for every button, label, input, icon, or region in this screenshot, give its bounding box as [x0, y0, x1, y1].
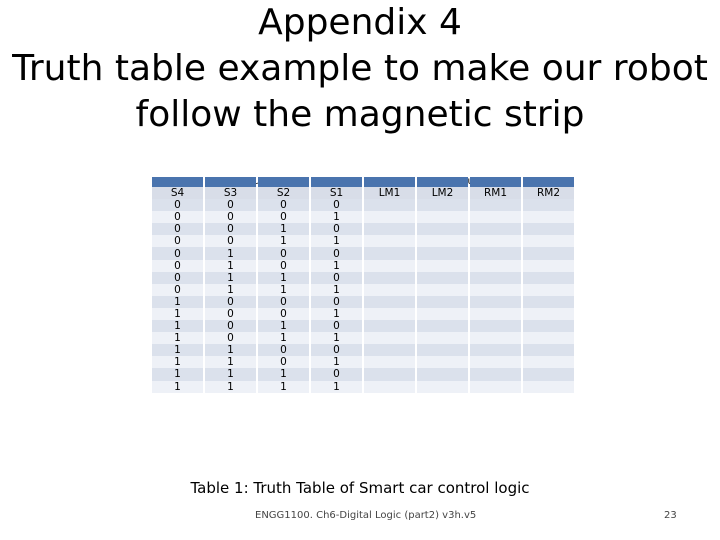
cell-rm2 — [523, 247, 574, 259]
cell-s4: 1 — [152, 308, 203, 320]
cell-lm2 — [417, 356, 468, 368]
footer-text: ENGG1100. Ch6-Digital Logic (part2) v3h.v5 — [255, 510, 477, 521]
cell-rm1 — [470, 344, 521, 356]
column-header-s1: S1 — [311, 187, 362, 199]
cell-lm2 — [417, 223, 468, 235]
table-row — [152, 199, 574, 211]
group-header-cell — [417, 177, 468, 187]
cell-s4: 1 — [152, 296, 203, 308]
cell-s2: 1 — [258, 320, 309, 332]
column-header-row — [152, 187, 574, 199]
cell-lm2 — [417, 368, 468, 380]
cell-lm1 — [364, 260, 415, 272]
cell-lm2 — [417, 211, 468, 223]
cell-s4: 1 — [152, 344, 203, 356]
cell-rm2 — [523, 308, 574, 320]
cell-lm1 — [364, 368, 415, 380]
cell-lm2 — [417, 332, 468, 344]
cell-lm1 — [364, 284, 415, 296]
cell-lm2 — [417, 235, 468, 247]
cell-rm2 — [523, 272, 574, 284]
group-header-cell — [152, 177, 203, 187]
cell-rm2 — [523, 381, 574, 393]
cell-lm1 — [364, 211, 415, 223]
group-header-row — [152, 177, 574, 187]
cell-lm2 — [417, 344, 468, 356]
cell-s3: 1 — [205, 272, 256, 284]
cell-rm1 — [470, 272, 521, 284]
cell-rm1 — [470, 223, 521, 235]
cell-rm2 — [523, 199, 574, 211]
table-row — [152, 223, 574, 235]
slide-title — [0, 0, 720, 138]
table-caption: Table 1: Truth Table of Smart car control logic — [190, 479, 530, 497]
cell-rm1 — [470, 356, 521, 368]
cell-s3: 0 — [205, 199, 256, 211]
cell-s1: 1 — [311, 308, 362, 320]
cell-rm2 — [523, 284, 574, 296]
cell-rm2 — [523, 320, 574, 332]
cell-s3: 0 — [205, 235, 256, 247]
title-line-3: follow the magnetic strip — [135, 94, 585, 135]
cell-s2: 1 — [258, 284, 309, 296]
column-header-lm1: LM1 — [364, 187, 415, 199]
group-header-cell — [470, 177, 521, 187]
cell-s1: 0 — [311, 296, 362, 308]
table-row — [152, 368, 574, 380]
group-header-cell — [205, 177, 256, 187]
cell-s3: 0 — [205, 211, 256, 223]
cell-lm2 — [417, 308, 468, 320]
cell-s4: 1 — [152, 356, 203, 368]
cell-s2: 0 — [258, 211, 309, 223]
cell-rm2 — [523, 344, 574, 356]
cell-s4: 1 — [152, 368, 203, 380]
table-row — [152, 211, 574, 223]
table-row — [152, 272, 574, 284]
group-header-cell — [258, 177, 309, 187]
cell-lm2 — [417, 284, 468, 296]
cell-s3: 0 — [205, 223, 256, 235]
table-row — [152, 247, 574, 259]
cell-lm1 — [364, 381, 415, 393]
cell-rm1 — [470, 247, 521, 259]
cell-lm1 — [364, 320, 415, 332]
cell-lm2 — [417, 247, 468, 259]
cell-rm2 — [523, 296, 574, 308]
cell-s1: 0 — [311, 344, 362, 356]
cell-lm1 — [364, 356, 415, 368]
cell-s1: 1 — [311, 211, 362, 223]
table-row — [152, 235, 574, 247]
cell-lm1 — [364, 296, 415, 308]
cell-s3: 1 — [205, 284, 256, 296]
cell-s2: 0 — [258, 199, 309, 211]
cell-s2: 0 — [258, 308, 309, 320]
column-header-s4: S4 — [152, 187, 203, 199]
cell-s4: 1 — [152, 320, 203, 332]
cell-s2: 0 — [258, 344, 309, 356]
cell-rm1 — [470, 296, 521, 308]
cell-s4: 0 — [152, 247, 203, 259]
cell-rm1 — [470, 332, 521, 344]
cell-lm1 — [364, 272, 415, 284]
cell-s1: 1 — [311, 356, 362, 368]
cell-rm2 — [523, 211, 574, 223]
table-row — [152, 284, 574, 296]
cell-s1: 0 — [311, 272, 362, 284]
cell-s4: 0 — [152, 272, 203, 284]
cell-s2: 0 — [258, 356, 309, 368]
cell-lm2 — [417, 320, 468, 332]
cell-lm1 — [364, 247, 415, 259]
cell-s4: 0 — [152, 284, 203, 296]
cell-s2: 1 — [258, 332, 309, 344]
cell-s1: 0 — [311, 368, 362, 380]
title-line-2: Truth table example to make our robot — [12, 48, 708, 89]
group-header-cell — [311, 177, 362, 187]
cell-lm1 — [364, 235, 415, 247]
column-header-s2: S2 — [258, 187, 309, 199]
group-header-cell — [523, 177, 574, 187]
cell-s4: 1 — [152, 381, 203, 393]
cell-s4: 1 — [152, 332, 203, 344]
cell-s4: 0 — [152, 199, 203, 211]
cell-lm1 — [364, 308, 415, 320]
cell-s1: 1 — [311, 381, 362, 393]
cell-s1: 1 — [311, 332, 362, 344]
table-row — [152, 296, 574, 308]
cell-s3: 1 — [205, 356, 256, 368]
cell-lm2 — [417, 381, 468, 393]
cell-s1: 0 — [311, 199, 362, 211]
cell-s1: 0 — [311, 247, 362, 259]
cell-lm2 — [417, 260, 468, 272]
column-header-rm1: RM1 — [470, 187, 521, 199]
cell-lm1 — [364, 344, 415, 356]
cell-s2: 1 — [258, 235, 309, 247]
cell-s1: 1 — [311, 260, 362, 272]
cell-s3: 1 — [205, 344, 256, 356]
cell-lm1 — [364, 223, 415, 235]
cell-s1: 1 — [311, 284, 362, 296]
cell-rm2 — [523, 235, 574, 247]
cell-rm2 — [523, 356, 574, 368]
cell-rm1 — [470, 308, 521, 320]
cell-lm2 — [417, 272, 468, 284]
table-row — [152, 344, 574, 356]
truth-table — [150, 177, 576, 393]
cell-lm1 — [364, 332, 415, 344]
cell-rm1 — [470, 284, 521, 296]
table-row — [152, 381, 574, 393]
cell-s3: 1 — [205, 247, 256, 259]
column-header-rm2: RM2 — [523, 187, 574, 199]
cell-s4: 0 — [152, 211, 203, 223]
cell-s1: 0 — [311, 320, 362, 332]
cell-s2: 0 — [258, 247, 309, 259]
cell-s3: 0 — [205, 320, 256, 332]
cell-s4: 0 — [152, 223, 203, 235]
cell-rm1 — [470, 235, 521, 247]
column-header-lm2: LM2 — [417, 187, 468, 199]
cell-s2: 1 — [258, 272, 309, 284]
table-row — [152, 260, 574, 272]
cell-lm2 — [417, 296, 468, 308]
title-line-1: Appendix 4 — [258, 2, 462, 43]
cell-rm2 — [523, 332, 574, 344]
cell-s2: 0 — [258, 296, 309, 308]
cell-rm2 — [523, 260, 574, 272]
cell-s2: 0 — [258, 260, 309, 272]
cell-lm1 — [364, 199, 415, 211]
cell-s2: 1 — [258, 381, 309, 393]
cell-s3: 0 — [205, 296, 256, 308]
cell-rm2 — [523, 368, 574, 380]
table-row — [152, 332, 574, 344]
cell-rm1 — [470, 211, 521, 223]
cell-rm1 — [470, 199, 521, 211]
cell-s2: 1 — [258, 223, 309, 235]
page-number: 23 — [664, 510, 677, 521]
group-header-cell — [364, 177, 415, 187]
cell-s4: 0 — [152, 260, 203, 272]
cell-s3: 1 — [205, 260, 256, 272]
cell-s3: 1 — [205, 381, 256, 393]
cell-s3: 1 — [205, 368, 256, 380]
cell-rm1 — [470, 368, 521, 380]
table-row — [152, 308, 574, 320]
cell-rm1 — [470, 260, 521, 272]
cell-rm2 — [523, 223, 574, 235]
cell-s3: 0 — [205, 308, 256, 320]
cell-lm2 — [417, 199, 468, 211]
cell-s2: 1 — [258, 368, 309, 380]
cell-s1: 1 — [311, 235, 362, 247]
column-header-s3: S3 — [205, 187, 256, 199]
cell-s3: 0 — [205, 332, 256, 344]
cell-rm1 — [470, 320, 521, 332]
cell-s4: 0 — [152, 235, 203, 247]
cell-rm1 — [470, 381, 521, 393]
table-row — [152, 356, 574, 368]
table-row — [152, 320, 574, 332]
cell-s1: 0 — [311, 223, 362, 235]
